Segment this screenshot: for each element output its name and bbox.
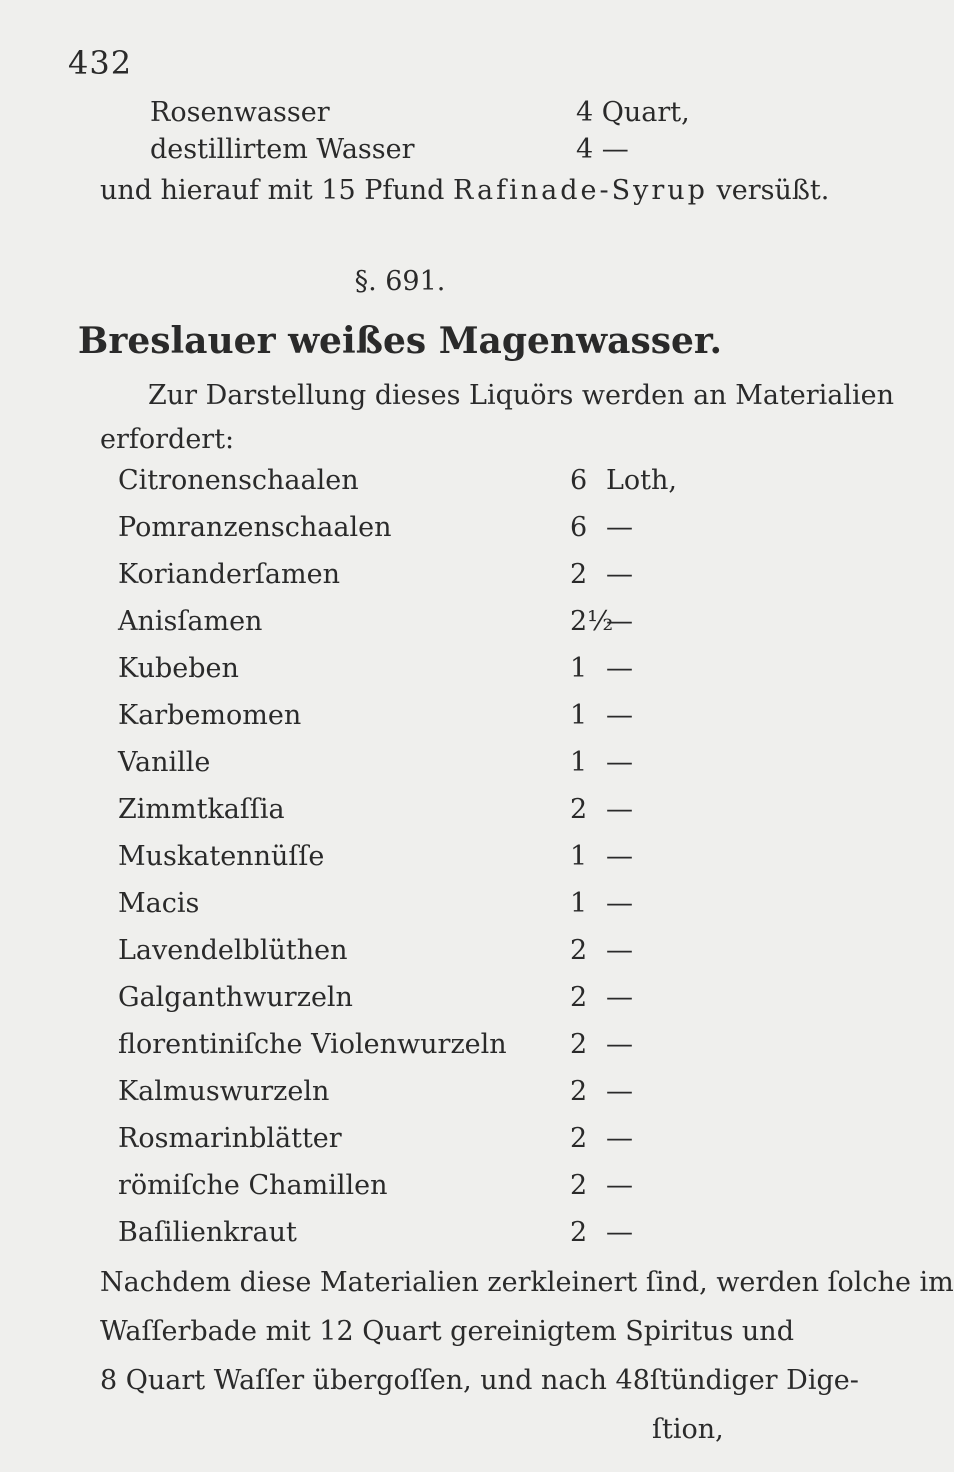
closing-line-3: 8 Quart Waſſer übergoſſen, und nach 48ſtündiger Dige- bbox=[100, 1365, 859, 1396]
ingredient-row bbox=[0, 841, 800, 881]
ingredient-amount: 2 bbox=[570, 1217, 588, 1248]
ingredient-unit: — bbox=[606, 1123, 633, 1154]
opening-line-1: Rosenwasser bbox=[150, 97, 330, 128]
opening-tail-suffix: versüßt. bbox=[707, 175, 830, 206]
ingredient-name: Vanille bbox=[118, 747, 211, 778]
ingredient-unit: — bbox=[606, 1217, 633, 1248]
ingredient-name: Kalmuswurzeln bbox=[118, 1076, 330, 1107]
opening-tail bbox=[100, 175, 829, 206]
intro-line-2: erfordert: bbox=[100, 424, 235, 455]
ingredient-row bbox=[0, 700, 800, 740]
ingredient-amount: 1 bbox=[570, 653, 588, 684]
ingredient-row bbox=[0, 935, 800, 975]
ingredient-name: Pomranzenschaalen bbox=[118, 512, 392, 543]
page-number: 432 bbox=[68, 44, 133, 82]
ingredient-name: Karbemomen bbox=[118, 700, 302, 731]
ingredient-unit: — bbox=[606, 1076, 633, 1107]
ingredient-unit: — bbox=[606, 747, 633, 778]
ingredient-amount: 1 bbox=[570, 841, 588, 872]
ingredient-unit: — bbox=[606, 559, 633, 590]
ingredient-name: Zimmtkaſſia bbox=[118, 794, 285, 825]
ingredient-row bbox=[0, 888, 800, 928]
closing-line-4: ſtion, bbox=[652, 1414, 724, 1445]
ingredient-row bbox=[0, 1029, 800, 1069]
ingredient-name: Anisſamen bbox=[118, 606, 263, 637]
ingredient-unit: — bbox=[606, 888, 633, 919]
ingredient-amount: 1 bbox=[570, 747, 588, 778]
ingredient-unit: — bbox=[606, 841, 633, 872]
ingredient-row bbox=[0, 606, 800, 646]
ingredient-amount: 2 bbox=[570, 1029, 588, 1060]
ingredient-unit: — bbox=[606, 700, 633, 731]
ingredient-amount: 2 bbox=[570, 1076, 588, 1107]
section-number: §. 691. bbox=[354, 266, 446, 297]
ingredient-name: Macis bbox=[118, 888, 200, 919]
ingredient-row bbox=[0, 653, 800, 693]
ingredient-name: römiſche Chamillen bbox=[118, 1170, 388, 1201]
ingredient-name: Citronenschaalen bbox=[118, 465, 359, 496]
ingredient-row bbox=[0, 747, 800, 787]
ingredient-row bbox=[0, 794, 800, 834]
ingredient-unit: — bbox=[606, 1170, 633, 1201]
ingredient-row bbox=[0, 465, 800, 505]
ingredient-name: Korianderſamen bbox=[118, 559, 340, 590]
ingredient-amount: 1 bbox=[570, 888, 588, 919]
ingredient-amount: 6 bbox=[570, 465, 588, 496]
ingredient-row bbox=[0, 1170, 800, 1210]
opening-qty-2: 4 — bbox=[576, 134, 629, 165]
ingredient-row bbox=[0, 512, 800, 552]
ingredient-row bbox=[0, 559, 800, 599]
ingredient-name: Kubeben bbox=[118, 653, 239, 684]
opening-tail-prefix: und hierauf mit 15 Pfund bbox=[100, 175, 454, 206]
ingredient-name: Baſilienkraut bbox=[118, 1217, 297, 1248]
ingredient-row bbox=[0, 1217, 800, 1257]
ingredient-amount: 2 bbox=[570, 1123, 588, 1154]
ingredient-amount: 6 bbox=[570, 512, 588, 543]
ingredient-row bbox=[0, 982, 800, 1022]
ingredient-name: Muskatennüſſe bbox=[118, 841, 325, 872]
section-heading: Breslauer weißes Magenwasser. bbox=[77, 320, 723, 362]
ingredient-name: Galganthwurzeln bbox=[118, 982, 353, 1013]
ingredient-unit: — bbox=[606, 606, 633, 637]
ingredient-unit: — bbox=[606, 1029, 633, 1060]
opening-line-2: destillirtem Wasser bbox=[150, 134, 415, 165]
ingredient-name: Rosmarinblätter bbox=[118, 1123, 342, 1154]
ingredient-unit: Loth, bbox=[606, 465, 678, 496]
closing-line-1: Nachdem diese Materialien zerkleinert ſind, werden ſolche im bbox=[100, 1267, 954, 1298]
ingredient-unit: — bbox=[606, 982, 633, 1013]
ingredient-unit: — bbox=[606, 794, 633, 825]
ingredient-unit: — bbox=[606, 512, 633, 543]
intro-line-1: Zur Darstellung dieses Liquörs werden an Materialien bbox=[148, 380, 895, 411]
ingredient-unit: — bbox=[606, 653, 633, 684]
ingredient-amount: 2 bbox=[570, 794, 588, 825]
ingredient-unit: — bbox=[606, 935, 633, 966]
closing-line-2: Waſſerbade mit 12 Quart gereinigtem Spiritus und bbox=[100, 1316, 794, 1347]
ingredient-amount: 2 bbox=[570, 559, 588, 590]
ingredient-amount: 2 bbox=[570, 1170, 588, 1201]
syrup-name: Rafinade-Syrup bbox=[453, 175, 708, 206]
ingredient-amount: 1 bbox=[570, 700, 588, 731]
ingredient-amount: 2 bbox=[570, 935, 588, 966]
ingredient-name: Lavendelblüthen bbox=[118, 935, 348, 966]
ingredient-name: florentiniſche Violenwurzeln bbox=[118, 1029, 507, 1060]
ingredient-amount: 2 bbox=[570, 982, 588, 1013]
ingredient-row bbox=[0, 1076, 800, 1116]
ingredient-row bbox=[0, 1123, 800, 1163]
opening-qty-1: 4 Quart, bbox=[576, 97, 690, 128]
ingredient-amount: 2½ bbox=[570, 606, 614, 637]
